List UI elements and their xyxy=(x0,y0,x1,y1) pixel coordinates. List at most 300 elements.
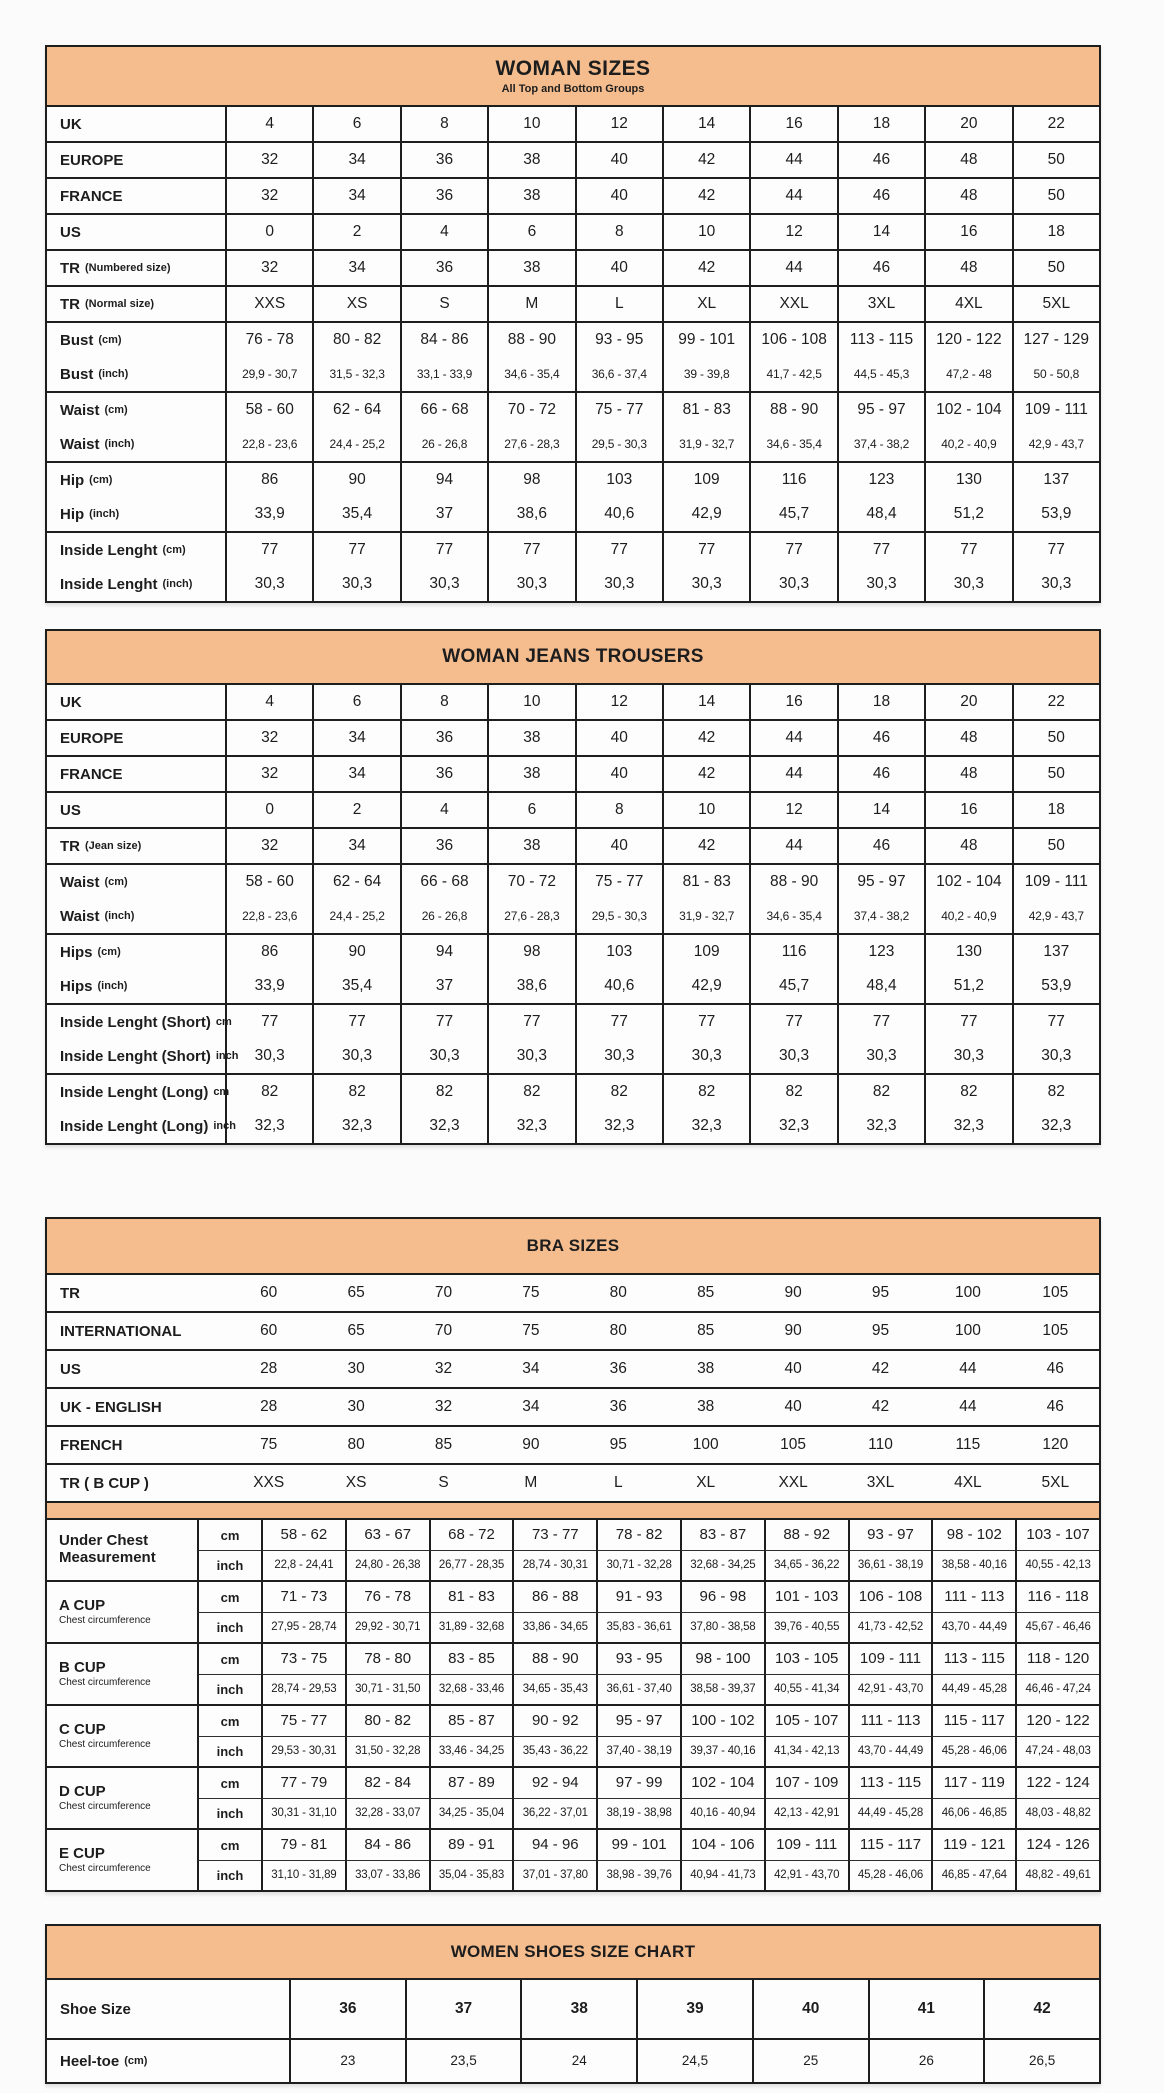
size-value: 75 - 77 xyxy=(575,865,662,899)
size-value: 103 xyxy=(575,935,662,969)
size-value: 38 xyxy=(487,757,574,791)
size-value: 30,3 xyxy=(487,1039,574,1073)
size-value: 46 xyxy=(837,829,924,863)
size-value: 60 xyxy=(260,1283,278,1301)
unit-label-cm: cm xyxy=(197,1644,261,1674)
table-row xyxy=(47,107,1099,141)
bra-cm-value: 111 - 113 xyxy=(931,1582,1015,1612)
size-value: 82 xyxy=(400,1075,487,1109)
size-value: 109 - 111 xyxy=(1012,393,1099,427)
bra-inch-value: 30,31 - 31,10 xyxy=(261,1798,345,1828)
table-title: WOMAN SIZES xyxy=(495,57,651,80)
unit-label-cm: cm xyxy=(197,1706,261,1736)
row-label-text: US xyxy=(60,1360,81,1378)
size-value: 16 xyxy=(749,685,836,719)
size-value: 62 - 64 xyxy=(312,865,399,899)
size-value: 14 xyxy=(662,685,749,719)
size-value: 94 xyxy=(400,463,487,497)
size-value: 12 xyxy=(749,215,836,249)
unit-label-cm: cm xyxy=(197,1582,261,1612)
table-subtitle: All Top and Bottom Groups xyxy=(501,83,645,95)
size-value: M xyxy=(487,287,574,321)
size-value: 36 xyxy=(609,1397,627,1415)
size-value: 95 - 97 xyxy=(837,865,924,899)
bra-inch-value: 46,85 - 47,64 xyxy=(931,1860,1015,1890)
size-value: 46 xyxy=(1046,1397,1064,1415)
size-value: 53,9 xyxy=(1012,497,1099,531)
table-row xyxy=(47,1275,1099,1311)
size-value: 82 xyxy=(312,1075,399,1109)
size-value: 30,3 xyxy=(924,1039,1011,1073)
size-value: 85 xyxy=(697,1283,715,1301)
bra-inch-value: 31,89 - 32,68 xyxy=(429,1612,513,1642)
table-row xyxy=(47,1349,1099,1387)
bra-inch-value: 36,61 - 37,40 xyxy=(596,1674,680,1704)
row-label xyxy=(47,1351,225,1387)
size-value: 32 xyxy=(434,1359,453,1377)
shoe-value: 24 xyxy=(520,2040,636,2082)
bra-cm-value: 71 - 73 xyxy=(261,1582,345,1612)
size-value: 45,7 xyxy=(749,969,836,1003)
row-label xyxy=(47,143,225,177)
size-value: 105 xyxy=(780,1435,807,1453)
row-label-text: Hip xyxy=(60,505,85,523)
size-value: 50 xyxy=(1012,143,1099,177)
size-value: 77 xyxy=(749,533,836,567)
unit-label-inch: inch xyxy=(197,1798,261,1828)
cup-sublabel: Chest circumference xyxy=(59,1677,151,1689)
size-value: 84 - 86 xyxy=(400,323,487,357)
bra-inch-value: 36,61 - 38,19 xyxy=(848,1550,932,1580)
row-label-text: US xyxy=(60,223,81,241)
size-value: 30,3 xyxy=(924,567,1011,601)
row-label-note: cm xyxy=(215,1016,232,1028)
size-value: 18 xyxy=(837,107,924,141)
size-value: 130 xyxy=(924,935,1011,969)
bra-cm-value: 98 - 102 xyxy=(931,1520,1015,1550)
size-value: 42 xyxy=(662,721,749,755)
bra-inch-value: 35,43 - 36,22 xyxy=(512,1736,596,1766)
size-value: 77 xyxy=(312,1005,399,1039)
size-value: 82 xyxy=(749,1075,836,1109)
table-row xyxy=(47,497,1099,531)
size-value: 24,4 - 25,2 xyxy=(312,427,399,461)
bra-inch-value: 38,98 - 39,76 xyxy=(596,1860,680,1890)
size-value: 31,9 - 32,7 xyxy=(662,427,749,461)
cup-label xyxy=(47,1644,197,1704)
size-value: 32,3 xyxy=(225,1109,312,1143)
size-value: 46 xyxy=(1046,1359,1064,1377)
row-label-text: Hips xyxy=(60,977,93,995)
bra-inch-value: 33,86 - 34,65 xyxy=(512,1612,596,1642)
size-value: 38 xyxy=(487,143,574,177)
size-value: 88 - 90 xyxy=(749,393,836,427)
row-label-note: (cm) xyxy=(162,544,186,556)
size-value: 100 xyxy=(954,1283,981,1301)
size-value: 77 xyxy=(1012,533,1099,567)
cup-label-text: D CUP xyxy=(59,1782,106,1800)
size-value: 33,1 - 33,9 xyxy=(400,357,487,391)
row-label-note: (cm) xyxy=(104,876,128,888)
bra-sizes-table xyxy=(45,1217,1101,1892)
size-value: 50 xyxy=(1012,757,1099,791)
row-label-text: Waist xyxy=(60,873,100,891)
size-value: 8 xyxy=(575,793,662,827)
size-value: 27,6 - 28,3 xyxy=(487,899,574,933)
cup-sublabel: Chest circumference xyxy=(59,1801,151,1813)
row-label xyxy=(47,757,225,791)
size-value: 44 xyxy=(959,1397,977,1415)
size-value: 30,3 xyxy=(749,1039,836,1073)
row-label xyxy=(47,323,225,357)
table-row xyxy=(47,213,1099,249)
size-value: 85 xyxy=(697,1321,715,1339)
size-value: 36 xyxy=(400,179,487,213)
size-value: 100 xyxy=(692,1435,719,1453)
table-row xyxy=(47,461,1099,497)
row-label-text: TR ( B CUP ) xyxy=(60,1474,149,1492)
size-value: 90 xyxy=(312,935,399,969)
size-value: 44 xyxy=(749,179,836,213)
cup-sublabel: Chest circumference xyxy=(59,1739,151,1751)
bra-cm-value: 81 - 83 xyxy=(429,1582,513,1612)
row-label-note: (inch) xyxy=(104,910,135,922)
shoes-header xyxy=(47,1926,1099,1980)
bra-cup-measurements xyxy=(47,1520,1099,1890)
size-value: 46 xyxy=(837,757,924,791)
size-value: 40,2 - 40,9 xyxy=(924,899,1011,933)
bra-cm-value: 93 - 95 xyxy=(596,1644,680,1674)
size-value: 22,8 - 23,6 xyxy=(225,899,312,933)
size-value: 82 xyxy=(575,1075,662,1109)
table-row xyxy=(47,1463,1099,1501)
row-label-note: (inch) xyxy=(104,438,135,450)
bra-cm-value: 63 - 67 xyxy=(345,1520,429,1550)
row-label xyxy=(47,179,225,213)
table-row xyxy=(47,863,1099,899)
size-value: XXS xyxy=(253,1473,285,1491)
size-value: 44 xyxy=(749,721,836,755)
size-value: 30 xyxy=(347,1359,365,1377)
size-value: 66 - 68 xyxy=(400,393,487,427)
size-value: 40,2 - 40,9 xyxy=(924,427,1011,461)
bra-inch-value: 37,40 - 38,19 xyxy=(596,1736,680,1766)
size-value: 32 xyxy=(225,143,312,177)
bra-cm-value: 92 - 94 xyxy=(512,1768,596,1798)
size-value: 95 xyxy=(871,1321,890,1339)
bra-inch-value: 24,80 - 26,38 xyxy=(345,1550,429,1580)
row-label xyxy=(47,567,225,601)
row-label xyxy=(47,357,225,391)
size-value: 39 - 39,8 xyxy=(662,357,749,391)
woman-sizes-body xyxy=(47,107,1099,601)
size-value: 22 xyxy=(1012,107,1099,141)
row-label-text: FRANCE xyxy=(60,765,123,783)
size-value: 29,5 - 30,3 xyxy=(575,899,662,933)
bra-cup-group xyxy=(47,1828,1099,1890)
size-value: 6 xyxy=(487,793,574,827)
size-value: 70 xyxy=(434,1321,453,1339)
size-value: 40 xyxy=(784,1359,802,1377)
size-value: 22 xyxy=(1012,685,1099,719)
size-value: 42,9 xyxy=(662,969,749,1003)
shoe-value: 23 xyxy=(289,2040,405,2082)
bra-cm-value: 93 - 97 xyxy=(848,1520,932,1550)
size-value: 4 xyxy=(225,107,312,141)
table-row xyxy=(47,1311,1099,1349)
row-label-text: UK xyxy=(60,115,82,133)
size-value: 44,5 - 45,3 xyxy=(837,357,924,391)
size-value: 48 xyxy=(924,143,1011,177)
bra-inch-value: 46,06 - 46,85 xyxy=(931,1798,1015,1828)
size-value: 86 xyxy=(225,935,312,969)
row-label xyxy=(47,1465,225,1501)
shoe-value: 24,5 xyxy=(636,2040,752,2082)
table-row xyxy=(47,249,1099,285)
size-value: 30,3 xyxy=(575,567,662,601)
size-value: 30,3 xyxy=(225,567,312,601)
size-value: 4 xyxy=(400,793,487,827)
bra-inch-value: 32,68 - 34,25 xyxy=(680,1550,764,1580)
bra-inch-value: 29,92 - 30,71 xyxy=(345,1612,429,1642)
row-label-text: Bust xyxy=(60,331,94,349)
bra-sizes-conversion-rows xyxy=(47,1275,1099,1501)
size-value: 50 xyxy=(1012,251,1099,285)
size-value: 88 - 90 xyxy=(749,865,836,899)
size-value: 10 xyxy=(487,685,574,719)
size-value: 34,6 - 35,4 xyxy=(749,899,836,933)
size-value: 37,4 - 38,2 xyxy=(837,427,924,461)
size-value: 99 - 101 xyxy=(662,323,749,357)
size-value: 32 xyxy=(225,829,312,863)
size-value: 30,3 xyxy=(400,567,487,601)
size-value: 137 xyxy=(1012,463,1099,497)
size-value: 44 xyxy=(749,829,836,863)
size-value: 82 xyxy=(1012,1075,1099,1109)
woman-jeans-body xyxy=(47,685,1099,1143)
size-value: 33,9 xyxy=(225,497,312,531)
row-label xyxy=(47,1427,225,1463)
size-value: S xyxy=(400,287,487,321)
size-value: 32,3 xyxy=(400,1109,487,1143)
bra-inch-value: 33,46 - 34,25 xyxy=(429,1736,513,1766)
bra-inch-value: 39,37 - 40,16 xyxy=(680,1736,764,1766)
size-value: 77 xyxy=(575,533,662,567)
row-label-text: INTERNATIONAL xyxy=(60,1322,182,1340)
bra-inch-value: 27,95 - 28,74 xyxy=(261,1612,345,1642)
size-value: 29,5 - 30,3 xyxy=(575,427,662,461)
size-value: 65 xyxy=(347,1321,365,1339)
row-label-note: (cm) xyxy=(89,474,113,486)
size-value: 77 xyxy=(225,1005,312,1039)
cup-label xyxy=(47,1706,197,1766)
bra-inch-value: 38,19 - 38,98 xyxy=(596,1798,680,1828)
size-value: 28 xyxy=(260,1397,278,1415)
row-label-text: Inside Lenght (Long) xyxy=(60,1117,209,1135)
size-value: 16 xyxy=(749,107,836,141)
size-value: 46 xyxy=(837,179,924,213)
size-value: 77 xyxy=(749,1005,836,1039)
row-label-note: (cm) xyxy=(98,334,122,346)
table-row xyxy=(47,933,1099,969)
bra-inch-value: 32,68 - 33,46 xyxy=(429,1674,513,1704)
table-row xyxy=(47,899,1099,933)
row-label xyxy=(47,393,225,427)
bra-inch-value: 35,04 - 35,83 xyxy=(429,1860,513,1890)
row-label-note: inch xyxy=(213,1120,236,1132)
size-value: 77 xyxy=(924,533,1011,567)
size-value: 32 xyxy=(225,757,312,791)
size-value: 34 xyxy=(312,721,399,755)
bra-cm-value: 109 - 111 xyxy=(848,1644,932,1674)
size-value: 75 xyxy=(522,1321,540,1339)
size-value: 3XL xyxy=(866,1473,895,1491)
size-value: 46 xyxy=(837,251,924,285)
size-value: 18 xyxy=(1012,215,1099,249)
size-value: 38 xyxy=(487,179,574,213)
bra-cm-value: 82 - 84 xyxy=(345,1768,429,1798)
size-value: 38 xyxy=(487,829,574,863)
size-value: 75 xyxy=(522,1283,540,1301)
table-row xyxy=(47,2038,1099,2082)
bra-inch-value: 32,28 - 33,07 xyxy=(345,1798,429,1828)
shoe-value: 25 xyxy=(752,2040,868,2082)
size-value: 77 xyxy=(487,533,574,567)
size-value: 40 xyxy=(784,1397,802,1415)
size-value: 32,3 xyxy=(312,1109,399,1143)
size-value: 90 xyxy=(312,463,399,497)
size-value: 70 xyxy=(434,1283,453,1301)
unit-label-inch: inch xyxy=(197,1860,261,1890)
bra-inch-value: 30,71 - 32,28 xyxy=(596,1550,680,1580)
size-value: 30,3 xyxy=(662,567,749,601)
bra-inch-value: 46,46 - 47,24 xyxy=(1015,1674,1099,1704)
size-value: 88 - 90 xyxy=(487,323,574,357)
bra-cm-value: 115 - 117 xyxy=(931,1706,1015,1736)
woman-jeans-table xyxy=(45,629,1101,1145)
size-value: 123 xyxy=(837,935,924,969)
bra-inch-value: 36,22 - 37,01 xyxy=(512,1798,596,1828)
size-value: 12 xyxy=(749,793,836,827)
bra-inch-value: 38,58 - 39,37 xyxy=(680,1674,764,1704)
row-label xyxy=(47,287,225,321)
size-value: 30,3 xyxy=(312,1039,399,1073)
bra-inch-value: 42,91 - 43,70 xyxy=(764,1860,848,1890)
size-value: 42 xyxy=(871,1397,890,1415)
size-value: 120 xyxy=(1042,1435,1069,1453)
size-value: XXL xyxy=(749,287,836,321)
shoe-value: 42 xyxy=(983,1980,1099,2038)
size-value: 34 xyxy=(522,1397,540,1415)
bra-cm-value: 103 - 105 xyxy=(764,1644,848,1674)
cup-label xyxy=(47,1520,197,1580)
size-value: 95 - 97 xyxy=(837,393,924,427)
row-label-text: TR xyxy=(60,295,80,313)
row-label-text: EUROPE xyxy=(60,729,124,747)
cup-sublabel: Chest circumference xyxy=(59,1615,151,1627)
bra-cm-value: 99 - 101 xyxy=(596,1830,680,1860)
size-chart-page xyxy=(45,45,1101,2084)
size-value: 36,6 - 37,4 xyxy=(575,357,662,391)
shoe-value: 39 xyxy=(636,1980,752,2038)
row-label-text: Hips xyxy=(60,943,93,961)
bra-inch-value: 28,74 - 29,53 xyxy=(261,1674,345,1704)
shoe-value: 36 xyxy=(289,1980,405,2038)
size-value: 34,6 - 35,4 xyxy=(487,357,574,391)
bra-inch-value: 40,94 - 41,73 xyxy=(680,1860,764,1890)
row-label-note: cm xyxy=(213,1086,230,1098)
row-label-text: US xyxy=(60,801,81,819)
size-value: 4 xyxy=(400,215,487,249)
size-value: 82 xyxy=(225,1075,312,1109)
row-label xyxy=(47,427,225,461)
size-value: 90 xyxy=(522,1435,540,1453)
row-label xyxy=(47,829,225,863)
table-row xyxy=(47,177,1099,213)
bra-inch-value: 48,03 - 48,82 xyxy=(1015,1798,1099,1828)
row-label xyxy=(47,865,225,899)
size-value: 22,8 - 23,6 xyxy=(225,427,312,461)
size-value: 113 - 115 xyxy=(837,323,924,357)
size-value: 77 xyxy=(400,1005,487,1039)
size-value: 6 xyxy=(312,107,399,141)
size-value: 35,4 xyxy=(312,497,399,531)
size-value: 80 xyxy=(347,1435,365,1453)
bra-cm-value: 124 - 126 xyxy=(1015,1830,1099,1860)
size-value: 48 xyxy=(924,179,1011,213)
size-value: 37,4 - 38,2 xyxy=(837,899,924,933)
row-label xyxy=(47,497,225,531)
row-label-note: (Normal size) xyxy=(85,298,155,310)
size-value: 44 xyxy=(749,757,836,791)
size-value: 28 xyxy=(260,1359,278,1377)
bra-inch-value: 31,10 - 31,89 xyxy=(261,1860,345,1890)
cup-label-text: C CUP xyxy=(59,1720,106,1738)
size-value: 70 - 72 xyxy=(487,865,574,899)
table-row xyxy=(47,791,1099,827)
size-value: 8 xyxy=(400,107,487,141)
cup-label xyxy=(47,1830,197,1890)
row-label-text: Inside Lenght xyxy=(60,575,158,593)
row-label xyxy=(47,1039,239,1073)
size-value: 30,3 xyxy=(400,1039,487,1073)
bra-cm-value: 86 - 88 xyxy=(512,1582,596,1612)
size-value: 98 xyxy=(487,463,574,497)
size-value: 58 - 60 xyxy=(225,393,312,427)
size-value: 33,9 xyxy=(225,969,312,1003)
size-value: 48,4 xyxy=(837,969,924,1003)
bra-inch-value: 41,34 - 42,13 xyxy=(764,1736,848,1766)
bra-cm-value: 88 - 90 xyxy=(512,1644,596,1674)
row-label-text: EUROPE xyxy=(60,151,124,169)
row-label xyxy=(47,899,225,933)
bra-cup-group xyxy=(47,1766,1099,1828)
size-value: 6 xyxy=(312,685,399,719)
bra-inch-value: 45,67 - 46,46 xyxy=(1015,1612,1099,1642)
size-value: 48 xyxy=(924,757,1011,791)
size-value: 123 xyxy=(837,463,924,497)
size-value: 116 xyxy=(749,935,836,969)
bra-inch-value: 43,70 - 44,49 xyxy=(931,1612,1015,1642)
size-value: 30,3 xyxy=(1012,1039,1099,1073)
row-label xyxy=(47,533,225,567)
unit-label-inch: inch xyxy=(197,1550,261,1580)
table-title: WOMEN SHOES SIZE CHART xyxy=(450,1942,696,1961)
bra-cm-value: 73 - 77 xyxy=(512,1520,596,1550)
table-row xyxy=(47,1003,1099,1039)
size-value: 62 - 64 xyxy=(312,393,399,427)
size-value: 4XL xyxy=(924,287,1011,321)
